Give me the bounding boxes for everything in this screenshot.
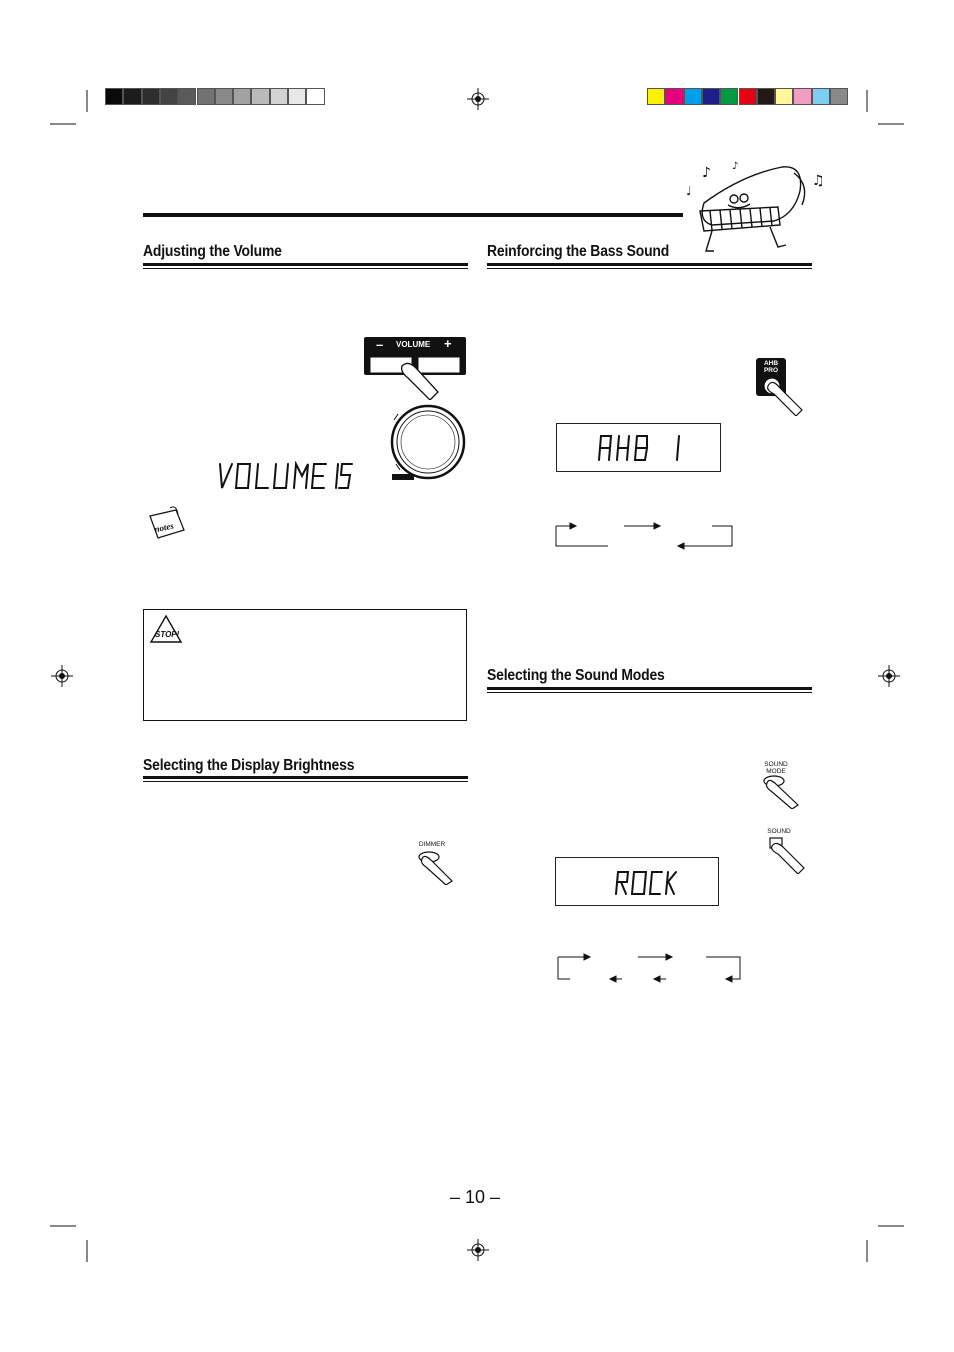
- bass-title-rule-thin: [487, 268, 812, 269]
- pressing-finger-icon: [398, 360, 448, 400]
- color-swatch: [793, 88, 811, 105]
- brightness-section-title: Selecting the Display Brightness: [143, 757, 355, 774]
- gray-swatch: [178, 88, 196, 105]
- volume-section-title: Adjusting the Volume: [143, 243, 282, 260]
- dimmer-button-icon[interactable]: [416, 849, 466, 885]
- volume-button-label: VOLUME: [396, 340, 431, 349]
- gray-swatch: [105, 88, 123, 105]
- gray-swatch: [142, 88, 160, 105]
- sound-mode-button-icon[interactable]: [760, 773, 810, 809]
- ahb-cycle-diagram: [552, 518, 738, 550]
- color-swatch: [812, 88, 830, 105]
- piano-mascot-illustration: [682, 155, 827, 260]
- brightness-title-rule: [143, 776, 468, 779]
- sound-mode-cycle-diagram: [554, 951, 746, 983]
- gray-swatch: [306, 88, 324, 105]
- bass-title-rule: [487, 263, 812, 266]
- caution-box: [143, 609, 467, 721]
- svg-text:STOP!: STOP!: [155, 630, 180, 639]
- color-swatch: [739, 88, 757, 105]
- page-number: – 10 –: [450, 1187, 501, 1207]
- sound-button-label: SOUND: [767, 828, 791, 835]
- lcd-ahb-display: [556, 423, 721, 472]
- svg-text:♩: ♩: [686, 184, 692, 198]
- gray-swatch: [197, 88, 215, 105]
- lcd-rock-display: [555, 857, 719, 906]
- color-swatch: [720, 88, 738, 105]
- gray-swatch: [215, 88, 233, 105]
- sound-mode-button-label: SOUND MODE: [764, 761, 788, 775]
- gray-swatch: [270, 88, 288, 105]
- notes-icon: [146, 506, 188, 542]
- volume-title-rule: [143, 263, 468, 266]
- svg-text:notes: notes: [153, 520, 175, 535]
- svg-text:♪: ♪: [732, 161, 739, 172]
- sound-button-icon[interactable]: [766, 836, 812, 874]
- sound-modes-title-rule-thin: [487, 692, 812, 693]
- registration-target-icon: [467, 1239, 489, 1261]
- svg-text:♫: ♫: [812, 173, 825, 189]
- sound-modes-title-rule: [487, 687, 812, 690]
- sound-modes-section-title: Selecting the Sound Modes: [487, 667, 665, 684]
- color-swatch: [702, 88, 720, 105]
- header-rule: [143, 213, 683, 217]
- registration-target-icon: [467, 88, 489, 110]
- gray-swatch: [288, 88, 306, 105]
- volume-knob-icon[interactable]: [386, 402, 468, 494]
- color-swatch: [775, 88, 793, 105]
- volume-title-rule-thin: [143, 268, 468, 269]
- bass-section-title: Reinforcing the Bass Sound: [487, 243, 670, 260]
- lcd-volume-display: [214, 461, 354, 491]
- registration-target-icon: [51, 665, 73, 687]
- color-swatch: [684, 88, 702, 105]
- gray-swatch: [123, 88, 141, 105]
- volume-minus-label: –: [376, 337, 384, 352]
- color-swatch: [757, 88, 775, 105]
- gray-swatch: [160, 88, 178, 105]
- svg-text:♪: ♪: [702, 165, 711, 181]
- color-swatch: [647, 88, 665, 105]
- gray-swatch: [251, 88, 269, 105]
- color-swatch: [830, 88, 848, 105]
- color-swatch: [665, 88, 683, 105]
- pressing-finger-icon: [760, 372, 810, 416]
- ahb-pro-button-label: AHB PRO: [763, 360, 779, 374]
- gray-swatch: [233, 88, 251, 105]
- registration-target-icon: [878, 665, 900, 687]
- dimmer-button-label: DIMMER: [418, 841, 446, 848]
- volume-plus-label: +: [444, 336, 452, 351]
- stop-caution-icon: [149, 614, 183, 644]
- brightness-title-rule-thin: [143, 781, 468, 782]
